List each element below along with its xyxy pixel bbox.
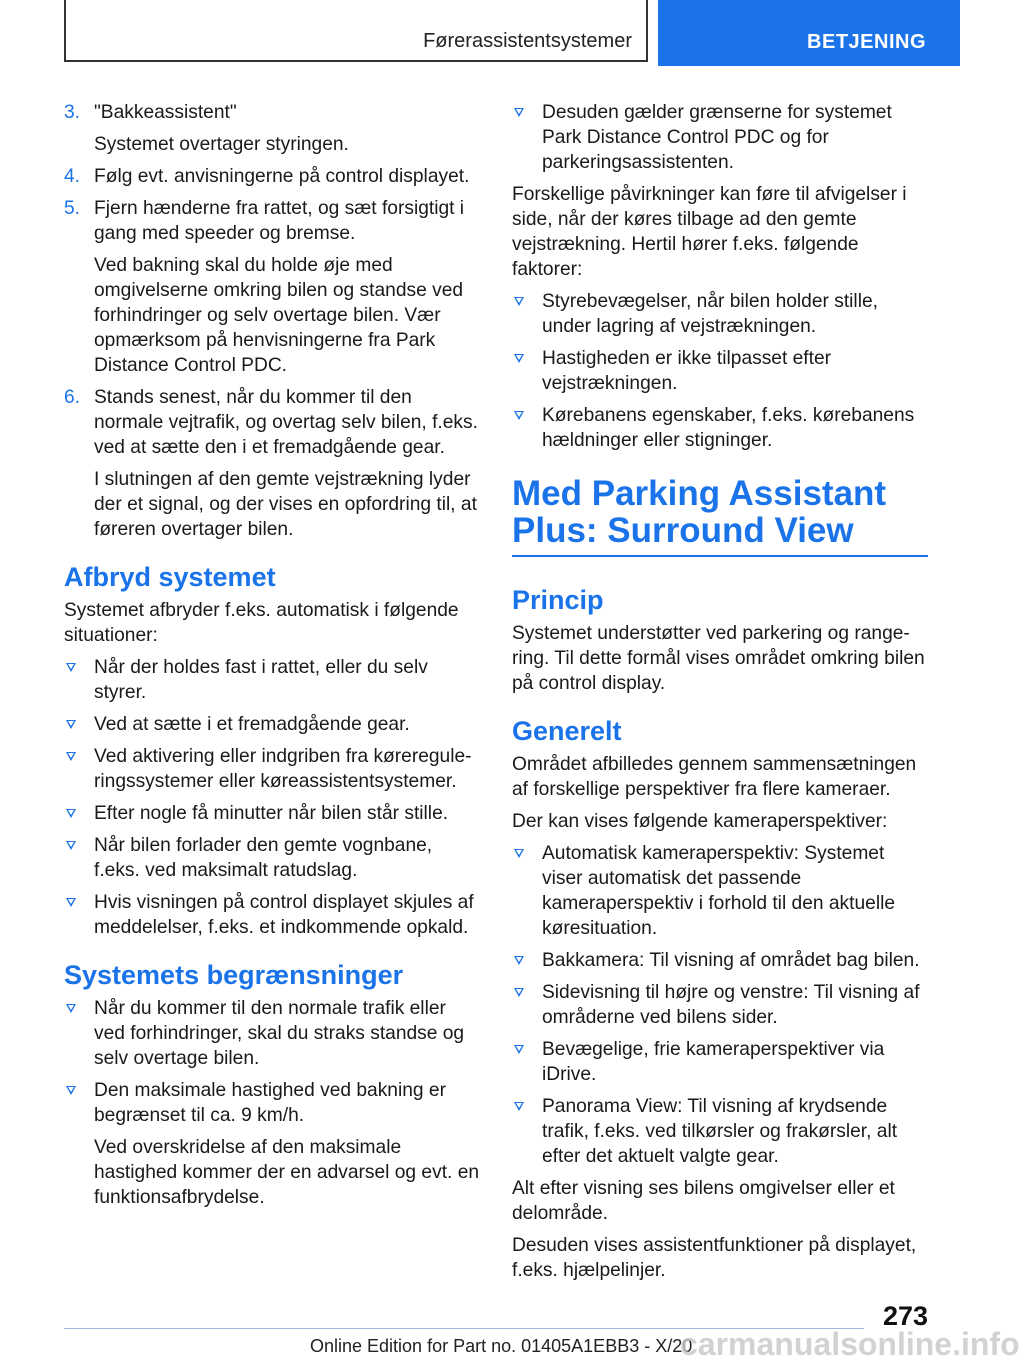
- list-item-text: Sidevisning til højre og venstre: Til visning af områderne ved bilens sider.: [542, 982, 920, 1028]
- step-number: 5.: [64, 198, 81, 219]
- step-number: 6.: [64, 387, 81, 408]
- step-6: [64, 385, 480, 542]
- list-item: [64, 712, 480, 737]
- list-item: [512, 948, 928, 973]
- step-text: "Bakkeassistent": [94, 102, 237, 123]
- list-item-text: Bevægelige, frie kameraperspektiver via iDrive.: [542, 1039, 885, 1085]
- generelt-p1: Området afbilledes gennem sammensætningen af forskellige perspektiver fra flere kameraer.: [512, 754, 917, 800]
- page-header: [0, 0, 960, 66]
- heading-generelt: Generelt: [512, 716, 622, 746]
- bullet-triangle-icon: [66, 720, 76, 729]
- bullet-triangle-icon: [514, 849, 524, 858]
- page-number: 273: [882, 1301, 928, 1331]
- bullet-triangle-icon: [66, 752, 76, 761]
- list-item: [512, 289, 928, 339]
- bullet-triangle-icon: [514, 1045, 524, 1054]
- list-item-text: Ved at sætte i et fremadgående gear.: [94, 714, 410, 735]
- list-item: [64, 833, 480, 883]
- bullet-triangle-icon: [514, 108, 524, 117]
- heading-afbryd: Afbryd systemet: [64, 562, 276, 592]
- step-text: Stands senest, når du kommer til den normale vejtrafik, og overtag selv bilen, f.eks. ved at sætte den i et fremadgående gear.: [94, 387, 478, 458]
- step-text: Følg evt. anvisningerne på control displayet.: [94, 166, 470, 187]
- list-item-text: Kørebanens egenskaber, f.eks. kørebanens hældninger eller stigninger.: [542, 405, 915, 451]
- bullet-triangle-icon: [514, 354, 524, 363]
- bullet-triangle-icon: [66, 898, 76, 907]
- bullet-triangle-icon: [66, 841, 76, 850]
- list-item-text: Hastigheden er ikke tilpasset efter vejstrækningen.: [542, 348, 832, 394]
- list-item: [64, 996, 480, 1071]
- afbryd-intro: Systemet afbryder f.eks. automatisk i følgende situationer:: [64, 600, 459, 646]
- bullet-triangle-icon: [66, 809, 76, 818]
- bullet-triangle-icon: [66, 1086, 76, 1095]
- princip-text: Systemet understøtter ved parkering og rangering. Til dette formål vises området omkring bilen på control display.: [512, 623, 925, 694]
- step-text: I slutningen af den gemte vejstrækning lyder der et signal, og der vises en opfordring til, at føreren overtager bilen.: [94, 469, 477, 540]
- bullet-triangle-icon: [514, 988, 524, 997]
- list-item: [512, 980, 928, 1030]
- list-item: [64, 890, 480, 940]
- list-item: [64, 1078, 480, 1210]
- step-text: Fjern hænderne fra rattet, og sæt forsigtigt i gang med speeder og bremse.: [94, 198, 465, 244]
- list-item-text: Styrebevægelser, når bilen holder stille, under lagring af vejstrækningen.: [542, 291, 878, 337]
- list-item-text: Bakkamera: Til visning af området bag bilen.: [542, 950, 920, 971]
- list-item-text: Når der holdes fast i rattet, eller du selv styrer.: [94, 657, 428, 703]
- bullet-triangle-icon: [66, 663, 76, 672]
- step-3: [64, 100, 480, 157]
- list-item-text: Ved aktivering eller indgriben fra kørereguleringssystemer eller køreassistentsystemer.: [94, 746, 472, 792]
- list-item-text: Panorama View: Til visning af krydsende trafik, f.eks. ved tilkørsler og frakørsler, alt efter det aktuelt valgte gear.: [542, 1096, 898, 1167]
- list-item-text: Efter nogle få minutter når bilen står stille.: [94, 803, 449, 824]
- list-item-text: Når du kommer til den normale trafik eller ved forhindringer, skal du straks standse og selv overtage bilen.: [94, 998, 465, 1069]
- right-column: [512, 100, 928, 1290]
- list-item-text: Automatisk kameraperspektiv: Systemet viser automatisk det passende kameraperspektiv i forhold til den aktuelle køresituation.: [542, 843, 896, 939]
- bullet-triangle-icon: [66, 1004, 76, 1013]
- section-title: Førerassistentsystemer: [423, 30, 632, 52]
- section-title-box: [64, 0, 648, 62]
- bullet-triangle-icon: [514, 1102, 524, 1111]
- list-item: [512, 1094, 928, 1169]
- list-item: [64, 744, 480, 794]
- step-4: [64, 164, 480, 189]
- chapter-tab: [658, 0, 960, 66]
- generelt-p3: Alt efter visning ses bilens omgivelser eller et delområde.: [512, 1178, 895, 1224]
- generelt-p4: Desuden vises assistentfunktioner på displayet, f.eks. hjælpelinjer.: [512, 1235, 917, 1281]
- list-item-text: Den maksimale hastighed ved bakning er begrænset til ca. 9 km/h.: [94, 1080, 446, 1126]
- list-item: [512, 346, 928, 396]
- list-item-text: Desuden gælder grænserne for systemet Park Distance Control PDC og for parkeringsassistenten.: [542, 102, 892, 173]
- list-item-text: Hvis visningen på control displayet skjules af meddelelser, f.eks. et indkommende opkald.: [94, 892, 474, 938]
- list-item: [512, 100, 928, 175]
- watermark: carmanualsonline.info: [680, 1326, 1020, 1362]
- factors-intro: Forskellige påvirkninger kan føre til afvigelser i side, når der køres tilbage ad den gemte vejstrækning. Hertil hører f.eks. følgende faktorer:: [512, 184, 907, 280]
- step-number: 4.: [64, 166, 81, 187]
- step-text: Ved bakning skal du holde øje med omgivelserne omkring bilen og standse ved forhindringer og selv overtage bilen. Vær opmærksom på henvisningerne fra Park Distance Control PDC.: [94, 255, 464, 376]
- heading-princip: Princip: [512, 585, 604, 615]
- bullet-triangle-icon: [514, 411, 524, 420]
- main-heading: Med Parking Assistant Plus: Surround View: [512, 475, 928, 557]
- list-item: [512, 841, 928, 941]
- bullet-triangle-icon: [514, 956, 524, 965]
- list-item: [64, 801, 480, 826]
- generelt-p2: Der kan vises følgende kameraperspektiver:: [512, 811, 888, 832]
- list-item: [512, 1037, 928, 1087]
- list-item: [64, 655, 480, 705]
- bullet-triangle-icon: [514, 297, 524, 306]
- left-column: [64, 100, 480, 1217]
- heading-begraensninger: Systemets begrænsninger: [64, 960, 404, 990]
- step-number: 3.: [64, 102, 81, 123]
- step-5: [64, 196, 480, 378]
- edition-text: Online Edition for Part no. 01405A1EBB3 - X/20: [310, 1336, 693, 1356]
- list-item-text: Ved overskridelse af den maksimale hastighed kommer der en advarsel og evt. en funktionsafbrydelse.: [94, 1137, 480, 1208]
- chapter-tab-label: BETJENING: [807, 31, 926, 53]
- list-item: [512, 403, 928, 453]
- step-text: Systemet overtager styringen.: [94, 134, 349, 155]
- list-item-text: Når bilen forlader den gemte vognbane, f.eks. ved maksimalt ratudslag.: [94, 835, 433, 881]
